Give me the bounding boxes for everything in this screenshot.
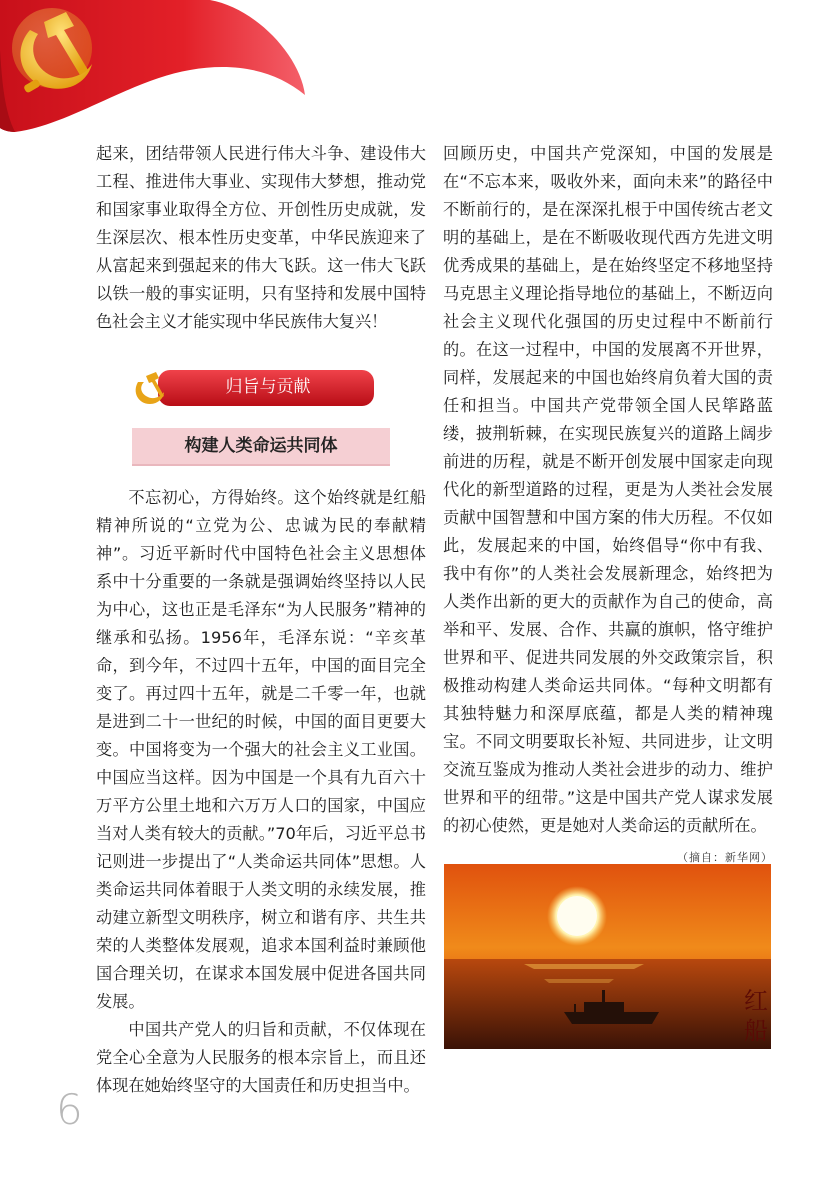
source-note: （摘自：新华网）: [677, 851, 773, 864]
page-number: 6: [56, 1085, 83, 1134]
left-column-intro: [96, 140, 426, 336]
right-paragraph-text: 回顾历史，中国共产党深知，中国的发展是在“不忘本来，吸收外来，面向未来”的路径中不断前行的，是在深深扎根于中国传统古老文明的基础上，是在不断吸收现代西方先进文明优秀成果的基础上，是在始终坚定不移地坚持马克思主义理论指导地位的基础上，不断迈向社会主义现代化强国的历史过程中不断前行的。在这一过程中，中国的发展离不开世界，同样，发展起来的中国也始终肩负着大国的责任和担当。中国共产党带领全国人民筚路蓝缕，披荆斩棘，在实现民族复兴的道路上阔步前进的历程，就是不断开创发展中国家走向现代化的新型道路的过程，更是为人类社会发展贡献中国智慧和中国方案的伟大历程。不仅如此，发展起来的中国，始终倡导“你中有我、我中有你”的人类社会发展新理念，始终把为人类作出新的更大的贡献作为自己的使命，高举和平、发展、合作、共赢的旗帜，恪守维护世界和平、促进共同发展的外交政策宗旨，积极推动构建人类命运共同体。“每种文明都有其独特魅力和深厚底蕴，都是人类的精神瑰宝。不同文明要取长补短、共同进步，让文明交流互鉴成为推动人类社会进步的动力、维护世界和平的纽带。”这是中国共产党人谋求发展的初心使然，更是她对人类命运的贡献所在。: [443, 144, 773, 835]
sunset-photo: [444, 864, 771, 1049]
body-paragraph: [443, 140, 773, 864]
left-column-body: [96, 484, 426, 1100]
header-banner: [0, 0, 330, 140]
calligraphy-hong: 红: [744, 987, 768, 1015]
body-paragraph: 不忘初心，方得始终。这个始终就是红船精神所说的“立党为公、忠诚为民的奉献精神”。习近平新时代中国特色社会主义思想体系中十分重要的一条就是强调始终坚持以人民为中心，这也正是毛泽东“为人民服务”精神的继承和弘扬。1956年，毛泽东说：“辛亥革命，到今年，不过四十五年，中国的面目完全变了。再过四十五年，就是二千零一年，也就是进到二十一世纪的时候，中国的面目更要大变。中国将变为一个强大的社会主义工业国。中国应当这样。因为中国是一个具有九百六十万平方公里土地和六万万人口的国家，中国应当对人类有较大的贡献。”70年后，习近平总书记则进一步提出了“人类命运共同体”思想。人类命运共同体着眼于人类文明的永续发展，推动建立新型文明秩序，树立和谐有序、共生共荣的人类整体发展观，追求本国利益时兼顾他国合理关切，在谋求本国发展中促进各国共同发展。: [96, 488, 426, 1011]
calligraphy-chuan: 船: [744, 1017, 768, 1045]
right-column: [443, 140, 773, 872]
section-title: 归旨与贡献: [225, 377, 311, 397]
subtitle: 构建人类命运共同体: [132, 428, 390, 466]
body-paragraph: 中国共产党人的归旨和贡献，不仅体现在党全心全意为人民服务的根本宗旨上，而且还体现在她始终坚守的大国责任和历史担当中。: [96, 1020, 426, 1095]
intro-paragraph: 起来，团结带领人民进行伟大斗争、建设伟大工程、推进伟大事业、实现伟大梦想，推动党和国家事业取得全方位、开创性历史成就，发生深层次、根本性历史变革，中华民族迎来了从富起来到强起来的伟大飞跃。这一伟大飞跃以铁一般的事实证明，只有坚持和发展中国特色社会主义才能实现中华民族伟大复兴！: [96, 144, 426, 331]
